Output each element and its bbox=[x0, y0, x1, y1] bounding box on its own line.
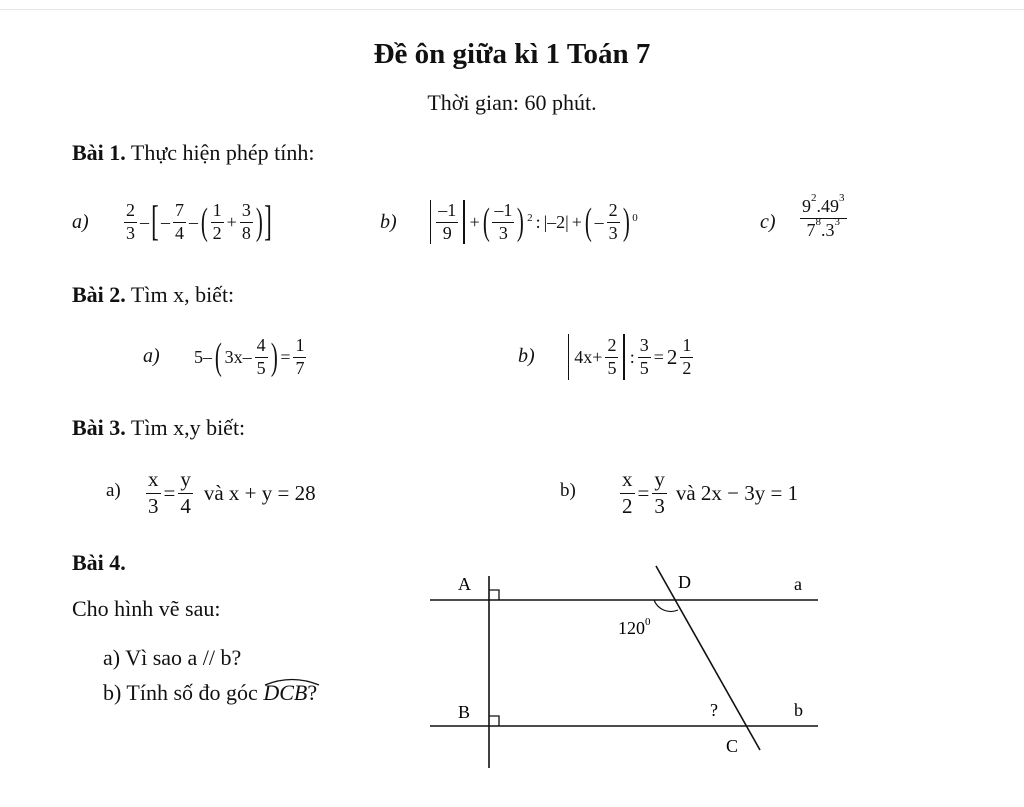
label-b: b bbox=[794, 700, 803, 720]
angle-value-number: 120 bbox=[618, 618, 645, 638]
bai4-heading-bold: Bài 4. bbox=[72, 550, 126, 575]
line-dc bbox=[656, 566, 760, 750]
bai1-b-label: b) bbox=[380, 211, 397, 233]
bai4-question-b-end: ? bbox=[307, 680, 318, 705]
angle-hat-icon bbox=[263, 676, 321, 686]
bai3-heading-text: Tìm x,y biết: bbox=[125, 415, 246, 440]
label-D: D bbox=[678, 572, 691, 592]
bai2-heading-bold: Bài 2. bbox=[72, 282, 126, 307]
bai2-b-expression: 4x+ $\frac{2}{5}$ : $\frac{3}{5}$ = 2 $\frac{1}{2}$ bbox=[566, 326, 693, 388]
angle-value-unit: 0 bbox=[645, 616, 651, 628]
bai3-b-condition: và 2x − 3y = 1 bbox=[675, 480, 799, 505]
bai3-heading-bold: Bài 3. bbox=[72, 415, 126, 440]
bai2-a-expression: 5– ( 3x– $\frac{4}{5}$ ) = $\frac{1}{7}$ bbox=[194, 334, 305, 378]
bai1-c-label: c) bbox=[760, 211, 776, 233]
top-divider bbox=[0, 9, 1024, 10]
page-title: Đề ôn giữa kì 1 Toán 7 bbox=[373, 38, 651, 70]
bai4-intro: Cho hình vẽ sau: bbox=[72, 596, 221, 621]
label-C: C bbox=[726, 736, 739, 756]
bai1-heading bbox=[72, 140, 315, 166]
bai4-question-b-text: b) Tính số đo góc bbox=[103, 680, 258, 705]
bai3-b-expression: $\frac{x}{2}$ = $\frac{y}{3}$ và 2x − 3y = 1 bbox=[622, 467, 799, 518]
time-limit: Thời gian: 60 phút. bbox=[427, 90, 597, 115]
bai2-heading-text: Tìm x, biết: bbox=[125, 282, 235, 307]
bai2-b-label: b) bbox=[518, 345, 535, 367]
bai2-a-label: a) bbox=[143, 345, 160, 367]
right-angle-b bbox=[489, 716, 499, 726]
label-A: A bbox=[458, 574, 471, 594]
bai4-heading bbox=[72, 550, 126, 576]
bai1-a-label: a) bbox=[72, 211, 89, 233]
bai1-heading-bold: Bài 1. bbox=[72, 140, 126, 165]
bai3-a-expression: $\frac{x}{3}$ = $\frac{y}{4}$ và x + y = 28 bbox=[148, 467, 316, 518]
bai4-question-b bbox=[103, 680, 317, 706]
bai3-a-label: a) bbox=[106, 480, 121, 501]
bai1-c-expression: $\frac{9^2.49^3}{7^8.3^3}$ bbox=[802, 192, 845, 240]
bai3-a-condition: và x + y = 28 bbox=[203, 480, 316, 505]
label-B: B bbox=[458, 702, 471, 722]
bai2-heading bbox=[72, 282, 234, 308]
bai1-heading-text: Thực hiện phép tính: bbox=[125, 140, 315, 165]
bai1-b-expression: $\frac{-1}{9}$ + ( $\frac{-1}{3}$ ) 2 : |–2| + ( – $\frac{2}{3}$ ) 0 bbox=[428, 190, 638, 254]
bai3-heading bbox=[72, 415, 245, 441]
bai4-question-a: a) Vì sao a // b? bbox=[103, 645, 242, 670]
right-angle-a bbox=[489, 590, 499, 600]
angle-unknown: ? bbox=[710, 700, 718, 720]
angle-value bbox=[618, 616, 651, 638]
angle-dcb-text: DCB bbox=[263, 680, 308, 705]
label-a: a bbox=[794, 574, 802, 594]
angle-dcb bbox=[263, 680, 307, 706]
bai3-b-label: b) bbox=[560, 480, 576, 501]
angle-arc-d bbox=[654, 600, 678, 612]
bai1-a-expression: $\frac{2}{3}$ – [ – $\frac{7}{4}$ – ( $\frac{1}{2}$ + $\frac{3}{8}$ ) ] bbox=[126, 199, 273, 245]
geometry-figure bbox=[420, 560, 830, 775]
